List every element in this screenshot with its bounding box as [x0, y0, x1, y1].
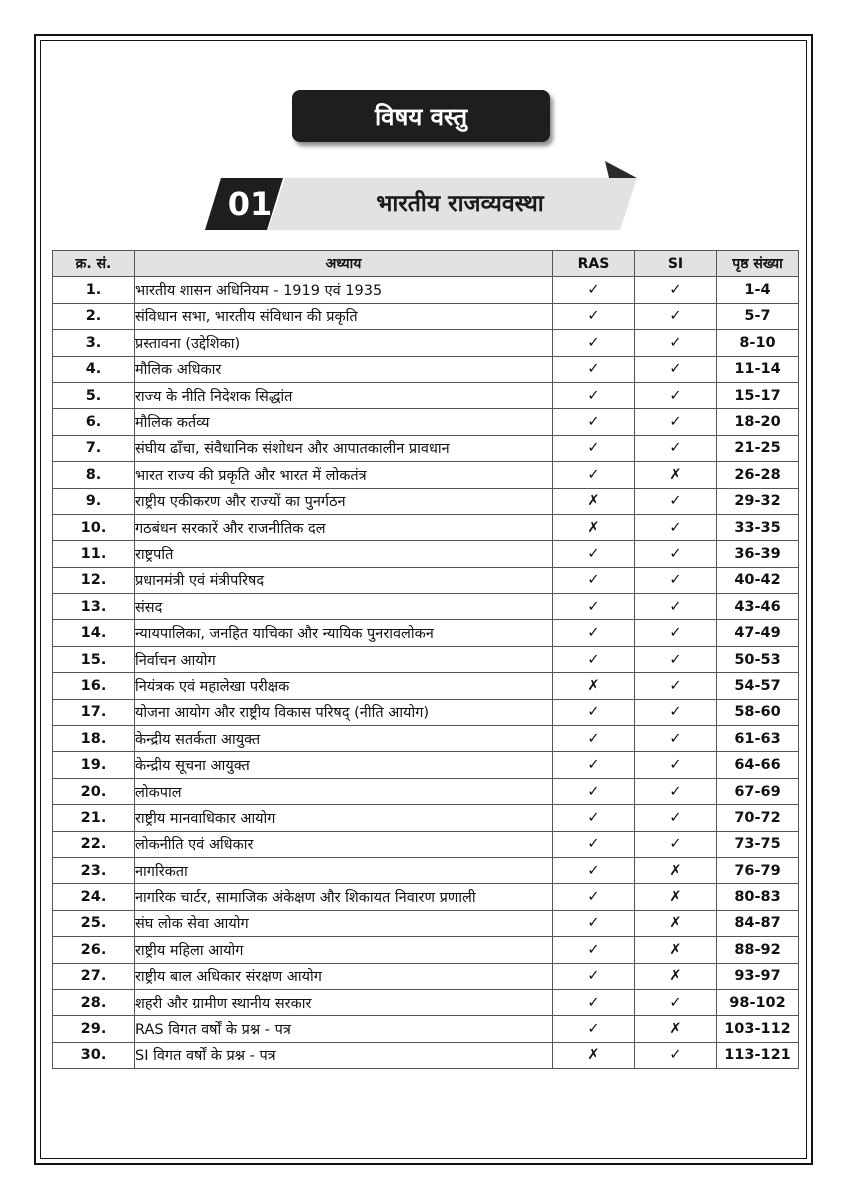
ras-mark: ✓: [553, 567, 635, 593]
ras-mark: ✓: [553, 910, 635, 936]
ras-mark: ✓: [553, 277, 635, 303]
si-mark: ✓: [635, 805, 717, 831]
table-row: [53, 989, 799, 1015]
page-title: विषय वस्तु: [292, 90, 550, 142]
table-row: [53, 277, 799, 303]
page-range: 18-20: [717, 409, 799, 435]
chapter-title: प्रस्तावना (उद्देशिका): [135, 330, 553, 356]
serial-number: 14.: [53, 620, 135, 646]
serial-number: 10.: [53, 514, 135, 540]
si-mark: ✗: [635, 963, 717, 989]
page-range: 47-49: [717, 620, 799, 646]
ras-mark: ✓: [553, 620, 635, 646]
ras-mark: ✓: [553, 1016, 635, 1042]
ras-mark: ✗: [553, 488, 635, 514]
page-range: 36-39: [717, 541, 799, 567]
serial-number: 7.: [53, 435, 135, 461]
page-range: 40-42: [717, 567, 799, 593]
serial-number: 6.: [53, 409, 135, 435]
table-row: [53, 646, 799, 672]
serial-number: 21.: [53, 805, 135, 831]
chapter-title: शहरी और ग्रामीण स्थानीय सरकार: [135, 989, 553, 1015]
page-range: 1-4: [717, 277, 799, 303]
chapter-title: भारत राज्य की प्रकृति और भारत में लोकतंत्र: [135, 462, 553, 488]
si-mark: ✓: [635, 1042, 717, 1068]
chapter-title: न्यायपालिका, जनहित याचिका और न्यायिक पुनरावलोकन: [135, 620, 553, 646]
ras-mark: ✓: [553, 435, 635, 461]
serial-number: 22.: [53, 831, 135, 857]
si-mark: ✗: [635, 884, 717, 910]
si-mark: ✓: [635, 303, 717, 329]
serial-number: 16.: [53, 673, 135, 699]
si-mark: ✓: [635, 409, 717, 435]
page-range: 54-57: [717, 673, 799, 699]
ras-mark: ✓: [553, 857, 635, 883]
table-row: [53, 541, 799, 567]
table-row: [53, 435, 799, 461]
ras-mark: ✓: [553, 805, 635, 831]
chapter-title: राष्ट्रीय महिला आयोग: [135, 937, 553, 963]
serial-number: 29.: [53, 1016, 135, 1042]
serial-number: 2.: [53, 303, 135, 329]
chapter-title: SI विगत वर्षों के प्रश्न - पत्र: [135, 1042, 553, 1068]
table-row: [53, 488, 799, 514]
serial-number: 23.: [53, 857, 135, 883]
ras-mark: ✓: [553, 726, 635, 752]
si-mark: ✓: [635, 620, 717, 646]
page-range: 80-83: [717, 884, 799, 910]
header-ras: RAS: [553, 251, 635, 277]
chapter-title: प्रधानमंत्री एवं मंत्रीपरिषद: [135, 567, 553, 593]
si-mark: ✓: [635, 356, 717, 382]
page-range: 61-63: [717, 726, 799, 752]
page-range: 8-10: [717, 330, 799, 356]
serial-number: 27.: [53, 963, 135, 989]
ras-mark: ✗: [553, 673, 635, 699]
serial-number: 11.: [53, 541, 135, 567]
page-range: 93-97: [717, 963, 799, 989]
chapter-title: केन्द्रीय सूचना आयुक्त: [135, 752, 553, 778]
chapter-title: लोकनीति एवं अधिकार: [135, 831, 553, 857]
page-range: 103-112: [717, 1016, 799, 1042]
chapter-title: राज्य के नीति निदेशक सिद्धांत: [135, 382, 553, 408]
ras-mark: ✓: [553, 752, 635, 778]
serial-number: 1.: [53, 277, 135, 303]
page-range: 67-69: [717, 778, 799, 804]
header-si: SI: [635, 251, 717, 277]
serial-number: 30.: [53, 1042, 135, 1068]
table-row: [53, 699, 799, 725]
si-mark: ✓: [635, 330, 717, 356]
serial-number: 9.: [53, 488, 135, 514]
serial-number: 8.: [53, 462, 135, 488]
chapter-title: मौलिक अधिकार: [135, 356, 553, 382]
page-range: 113-121: [717, 1042, 799, 1068]
table-row: [53, 857, 799, 883]
page-range: 73-75: [717, 831, 799, 857]
si-mark: ✓: [635, 435, 717, 461]
si-mark: ✓: [635, 594, 717, 620]
page-range: 33-35: [717, 514, 799, 540]
table-row: [53, 937, 799, 963]
chapter-title: राष्ट्रपति: [135, 541, 553, 567]
si-mark: ✓: [635, 488, 717, 514]
page-range: 88-92: [717, 937, 799, 963]
si-mark: ✓: [635, 752, 717, 778]
serial-number: 25.: [53, 910, 135, 936]
chapter-title: नागरिकता: [135, 857, 553, 883]
ras-mark: ✓: [553, 831, 635, 857]
page-range: 50-53: [717, 646, 799, 672]
si-mark: ✗: [635, 857, 717, 883]
ras-mark: ✓: [553, 937, 635, 963]
page-range: 98-102: [717, 989, 799, 1015]
chapter-title: मौलिक कर्तव्य: [135, 409, 553, 435]
chapter-title: राष्ट्रीय एकीकरण और राज्यों का पुनर्गठन: [135, 488, 553, 514]
page-range: 70-72: [717, 805, 799, 831]
serial-number: 18.: [53, 726, 135, 752]
si-mark: ✓: [635, 831, 717, 857]
table-row: [53, 620, 799, 646]
page-range: 43-46: [717, 594, 799, 620]
table-row: [53, 567, 799, 593]
page-range: 5-7: [717, 303, 799, 329]
chapter-title: लोकपाल: [135, 778, 553, 804]
chapter-title: निर्वाचन आयोग: [135, 646, 553, 672]
chapter-title: गठबंधन सरकारें और राजनीतिक दल: [135, 514, 553, 540]
si-mark: ✓: [635, 277, 717, 303]
header-chapter: अध्याय: [135, 251, 553, 277]
page-range: 11-14: [717, 356, 799, 382]
serial-number: 12.: [53, 567, 135, 593]
section-number: 01: [227, 185, 273, 223]
serial-number: 15.: [53, 646, 135, 672]
page-range: 84-87: [717, 910, 799, 936]
page-range: 29-32: [717, 488, 799, 514]
ras-mark: ✓: [553, 884, 635, 910]
chapter-title: नागरिक चार्टर, सामाजिक अंकेक्षण और शिकायत निवारण प्रणाली: [135, 884, 553, 910]
serial-number: 17.: [53, 699, 135, 725]
serial-number: 26.: [53, 937, 135, 963]
contents-table: [52, 250, 799, 1069]
serial-number: 19.: [53, 752, 135, 778]
table-row: [53, 778, 799, 804]
si-mark: ✓: [635, 567, 717, 593]
page-range: 26-28: [717, 462, 799, 488]
chapter-title: योजना आयोग और राष्ट्रीय विकास परिषद् (नीति आयोग): [135, 699, 553, 725]
si-mark: ✓: [635, 514, 717, 540]
table-row: [53, 303, 799, 329]
ras-mark: ✓: [553, 646, 635, 672]
serial-number: 13.: [53, 594, 135, 620]
chapter-title: संसद: [135, 594, 553, 620]
table-row: [53, 1042, 799, 1068]
table-header-row: [53, 251, 799, 277]
table-row: [53, 726, 799, 752]
table-row: [53, 462, 799, 488]
page-range: 15-17: [717, 382, 799, 408]
ras-mark: ✓: [553, 382, 635, 408]
section-title: भारतीय राजव्यवस्था: [376, 191, 544, 217]
serial-number: 3.: [53, 330, 135, 356]
chapter-title: राष्ट्रीय बाल अधिकार संरक्षण आयोग: [135, 963, 553, 989]
si-mark: ✓: [635, 673, 717, 699]
chapter-title: नियंत्रक एवं महालेखा परीक्षक: [135, 673, 553, 699]
ras-mark: ✓: [553, 356, 635, 382]
header-page: पृष्ठ संख्या: [717, 251, 799, 277]
table-row: [53, 514, 799, 540]
page-range: 58-60: [717, 699, 799, 725]
table-row: [53, 963, 799, 989]
ras-mark: ✓: [553, 699, 635, 725]
chapter-title: संविधान सभा, भारतीय संविधान की प्रकृति: [135, 303, 553, 329]
si-mark: ✗: [635, 1016, 717, 1042]
serial-number: 24.: [53, 884, 135, 910]
table-row: [53, 910, 799, 936]
ras-mark: ✓: [553, 462, 635, 488]
table-row: [53, 409, 799, 435]
si-mark: ✓: [635, 382, 717, 408]
ras-mark: ✓: [553, 330, 635, 356]
si-mark: ✓: [635, 699, 717, 725]
serial-number: 5.: [53, 382, 135, 408]
table-row: [53, 382, 799, 408]
chapter-title: केन्द्रीय सतर्कता आयुक्त: [135, 726, 553, 752]
ras-mark: ✓: [553, 989, 635, 1015]
table-row: [53, 356, 799, 382]
table-row: [53, 752, 799, 778]
si-mark: ✓: [635, 541, 717, 567]
chapter-title: राष्ट्रीय मानवाधिकार आयोग: [135, 805, 553, 831]
si-mark: ✓: [635, 646, 717, 672]
si-mark: ✗: [635, 910, 717, 936]
table-row: [53, 884, 799, 910]
table-row: [53, 805, 799, 831]
si-mark: ✓: [635, 726, 717, 752]
table-row: [53, 594, 799, 620]
table-row: [53, 673, 799, 699]
si-mark: ✗: [635, 937, 717, 963]
table-row: [53, 1016, 799, 1042]
chapter-title: संघ लोक सेवा आयोग: [135, 910, 553, 936]
si-mark: ✗: [635, 462, 717, 488]
si-mark: ✓: [635, 989, 717, 1015]
ras-mark: ✓: [553, 541, 635, 567]
ras-mark: ✗: [553, 1042, 635, 1068]
page-range: 21-25: [717, 435, 799, 461]
ras-mark: ✗: [553, 514, 635, 540]
ras-mark: ✓: [553, 778, 635, 804]
serial-number: 28.: [53, 989, 135, 1015]
ras-mark: ✓: [553, 303, 635, 329]
ras-mark: ✓: [553, 594, 635, 620]
header-serial: क्र. सं.: [53, 251, 135, 277]
table-row: [53, 330, 799, 356]
si-mark: ✓: [635, 778, 717, 804]
page-range: 64-66: [717, 752, 799, 778]
table-row: [53, 831, 799, 857]
chapter-title: भारतीय शासन अधिनियम - 1919 एवं 1935: [135, 277, 553, 303]
serial-number: 20.: [53, 778, 135, 804]
page-range: 76-79: [717, 857, 799, 883]
chapter-title: संघीय ढाँचा, संवैधानिक संशोधन और आपातकालीन प्रावधान: [135, 435, 553, 461]
serial-number: 4.: [53, 356, 135, 382]
ras-mark: ✓: [553, 963, 635, 989]
ras-mark: ✓: [553, 409, 635, 435]
chapter-title: RAS विगत वर्षों के प्रश्न - पत्र: [135, 1016, 553, 1042]
